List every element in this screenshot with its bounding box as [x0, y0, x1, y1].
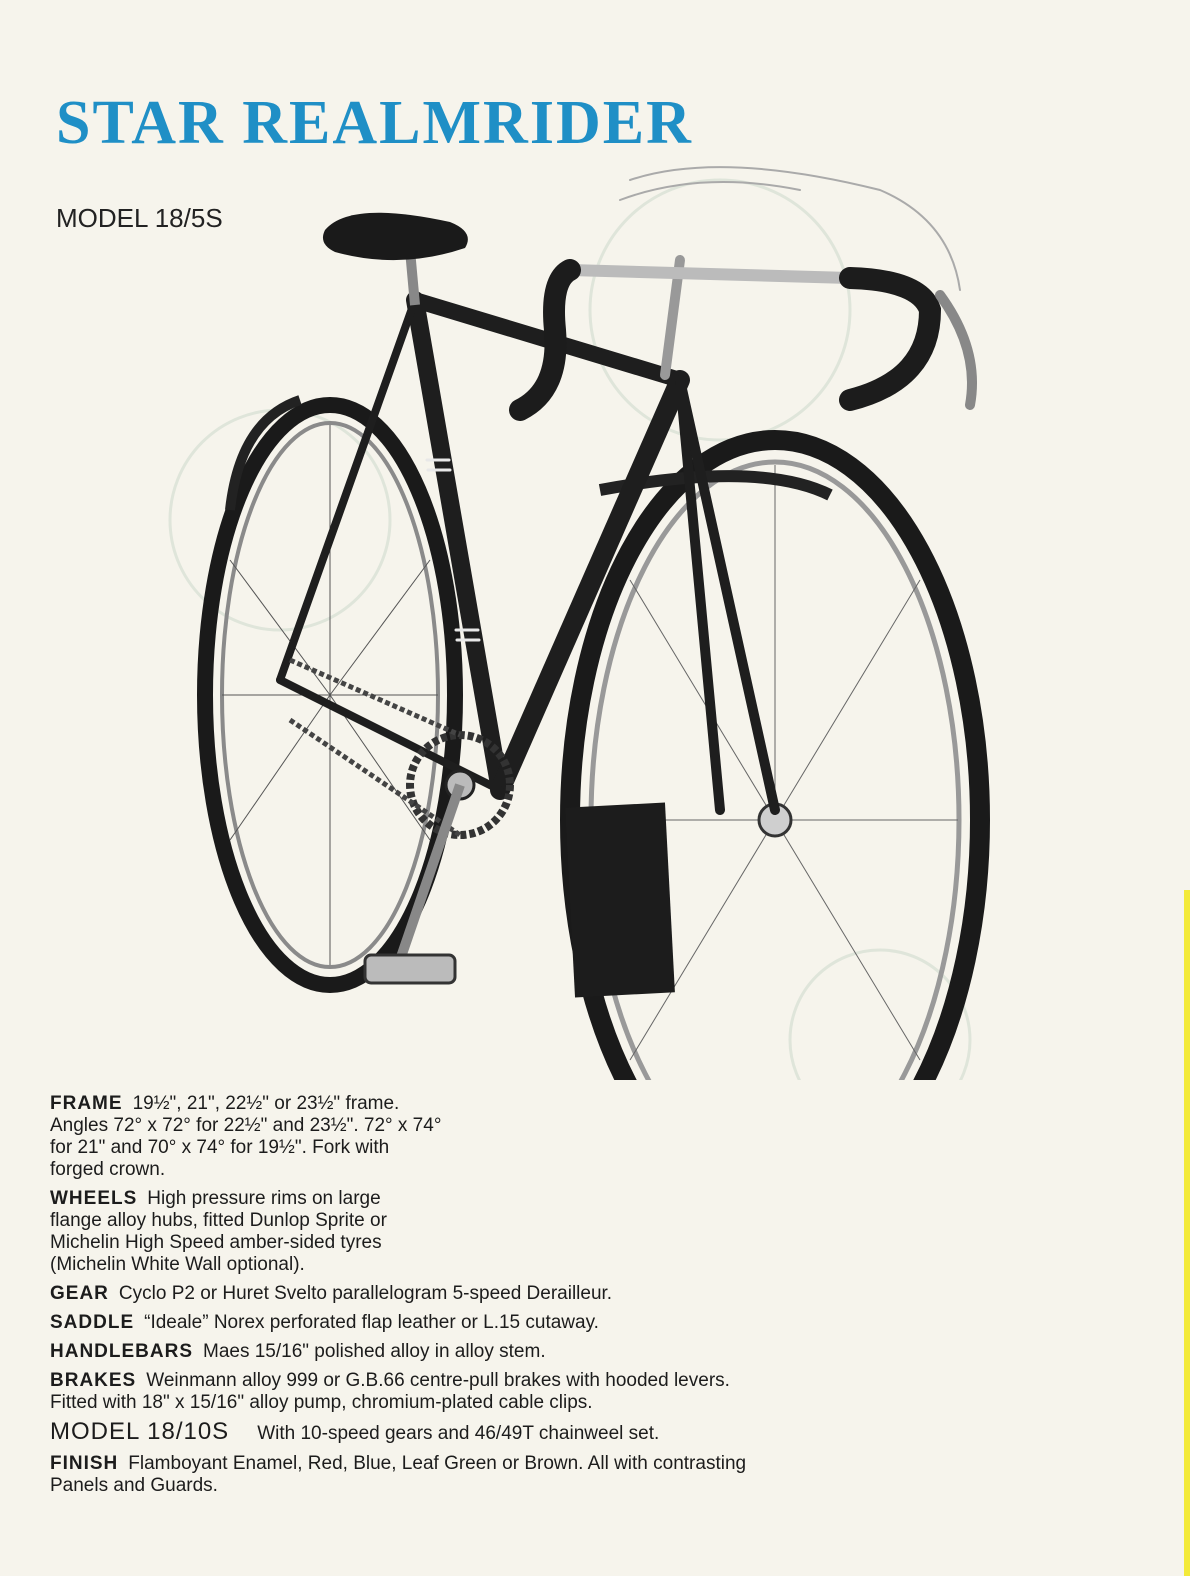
spec-text: Fitted with 18" x 15/16" alloy pump, chromium-plated cable clips.	[50, 1392, 593, 1413]
model-name: MODEL 18/10S	[50, 1418, 230, 1445]
spec-wheels	[50, 1188, 482, 1276]
bicycle-frame	[280, 300, 775, 810]
spec-text: (Michelin White Wall optional).	[50, 1254, 305, 1275]
spec-label: WHEELS	[50, 1188, 138, 1209]
spec-frame	[50, 1093, 482, 1181]
front-wheel	[565, 440, 980, 1080]
model-description: With 10-speed gears and 46/49T chainweel set.	[257, 1423, 660, 1444]
spec-text: Panels and Guards.	[50, 1475, 218, 1496]
spec-text: High pressure rims on large	[147, 1188, 381, 1209]
spec-text: Flamboyant Enamel, Red, Blue, Leaf Green or Brown. All with contrasting	[128, 1453, 747, 1474]
spec-text: “Ideale” Norex perforated flap leather or L.15 cutaway.	[144, 1312, 599, 1333]
spec-brakes	[50, 1370, 1010, 1414]
bicycle-illustration	[160, 160, 1040, 1080]
specifications	[50, 1093, 1010, 1504]
model-heading: MODEL 18/5S	[56, 203, 223, 233]
spec-text: Maes 15/16" polished alloy in alloy stem.	[203, 1341, 546, 1362]
spec-handlebars	[50, 1341, 1010, 1363]
spec-label: FRAME	[50, 1093, 123, 1114]
handlebars	[520, 167, 972, 410]
spec-label: GEAR	[50, 1283, 109, 1304]
spec-text: for 21" and 70° x 74° for 19½". Fork with	[50, 1137, 390, 1158]
spec-text: Cyclo P2 or Huret Svelto parallelogram 5-speed Derailleur.	[118, 1283, 613, 1304]
spec-text: Angles 72° x 72° for 22½" and 23½". 72° x 74°	[50, 1115, 442, 1136]
spec-text: flange alloy hubs, fitted Dunlop Sprite or	[50, 1210, 387, 1231]
spec-label: FINISH	[50, 1453, 119, 1474]
spec-text: forged crown.	[50, 1159, 166, 1180]
spec-finish	[50, 1453, 1010, 1497]
spec-gear	[50, 1283, 1010, 1305]
spec-text: 19½", 21", 22½" or 23½" frame.	[132, 1093, 400, 1114]
spec-model-10s	[50, 1418, 1010, 1445]
spec-label: BRAKES	[50, 1370, 137, 1391]
spec-saddle	[50, 1312, 1010, 1334]
page-edge-strip	[1184, 890, 1190, 1576]
spec-label: HANDLEBARS	[50, 1341, 193, 1362]
page-title: STAR REALMRIDER	[56, 89, 693, 157]
saddle	[323, 213, 468, 305]
spec-text: Michelin High Speed amber-sided tyres	[50, 1232, 382, 1253]
spec-text: Weinmann alloy 999 or G.B.66 centre-pull brakes with hooded levers.	[146, 1370, 730, 1391]
spec-label: SADDLE	[50, 1312, 135, 1333]
